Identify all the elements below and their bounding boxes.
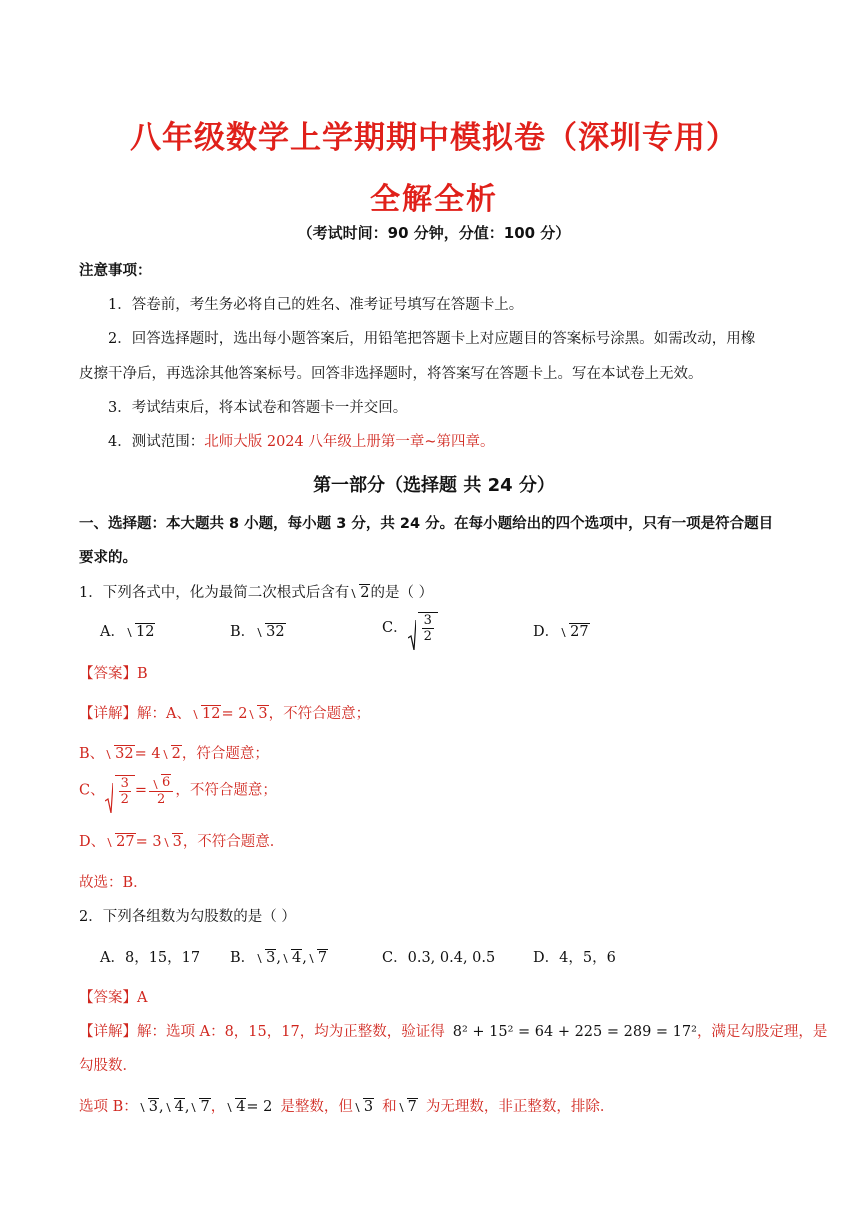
q2-detail-b-eq: = 2 — [246, 1099, 273, 1115]
q1-option-b-radical: 32 — [255, 622, 285, 642]
detail-tag: 【详解】 — [79, 1024, 137, 1040]
q1-detail-d — [79, 832, 284, 852]
q1-option-c-label: C． — [382, 620, 408, 636]
q2-answer-value: A — [137, 990, 148, 1006]
q2-detail-b-radical-2: 4 — [164, 1097, 185, 1117]
q2-detail-b-radical-3: 7 — [189, 1097, 210, 1117]
q1-option-b — [230, 622, 286, 642]
exam-info: （考试时间：90 分钟，分值：100 分） — [297, 224, 571, 242]
q1-detail-a-eq: = 2 — [221, 706, 248, 722]
q1-detail-a-prefix: 解：A、 — [137, 706, 191, 722]
part1-heading: 第一部分（选择题 共 24 分） — [313, 475, 555, 496]
q2-option-b: B． 3, 4, 7 — [230, 950, 328, 966]
detail-tag: 【详解】 — [79, 706, 137, 722]
note-item-1: 1．答卷前，考生务必将自己的姓名、准考证号填写在答题卡上。 — [108, 297, 524, 313]
q2-detail-b: 选项 B： 3, 4, 7， 4= 2 是整数，但 3 和 7 为无理数，非正整数，排除． — [79, 1099, 615, 1115]
q1-detail-d-note: ，不符合题意． — [182, 834, 285, 850]
q2-option-b-radical-2: 4 — [281, 948, 302, 968]
q1-detail-c-note: ，不符合题意； — [175, 782, 277, 799]
q2-option-b-radical-3: 7 — [307, 948, 328, 968]
q1-detail-b-result: 2 — [161, 744, 182, 764]
q1-answer-value: B — [137, 666, 148, 682]
answer-tag: 【答案】 — [79, 990, 137, 1006]
q2-detail-line2: 勾股数． — [79, 1058, 137, 1074]
q1-detail-d-eq: = 3 — [135, 834, 162, 850]
part1-instructions-cont: 要求的。 — [79, 550, 137, 566]
q1-detail-a — [79, 704, 370, 724]
q2-option-c-value: 0.3, 0.4, 0.5 — [407, 950, 496, 966]
q1-detail-c-result: $\frac{6}{2}$ — [149, 774, 173, 807]
q2-option-c-label: C． — [382, 950, 408, 966]
q1-option-d-label: D． — [533, 624, 560, 640]
q1-detail-c — [79, 774, 277, 807]
q2-detail-after: ，满足勾股定理，是 — [696, 1024, 828, 1040]
q1-conclusion: 故选：B． — [79, 875, 148, 891]
q1-stem-end: 的是（ ） — [370, 585, 434, 601]
q1-detail-a-radical: 12 — [191, 704, 221, 724]
note-item-4-prefix: 4．测试范围： — [108, 434, 205, 450]
q2-detail-math: 8² + 15² = 64 + 225 = 289 = 17² — [452, 1024, 697, 1040]
q1-stem — [79, 583, 433, 603]
q2-option-b-label: B． — [230, 950, 256, 966]
q1-stem-text: 1．下列各式中，化为最简二次根式后含有 — [79, 585, 350, 601]
q1-option-c-radical: $\frac{3}{2}$ — [408, 612, 438, 644]
q1-option-d — [533, 622, 590, 642]
test-scope: 北师大版 2024 八年级上册第一章~第四章。 — [204, 434, 495, 450]
q1-detail-b — [79, 744, 269, 764]
q2-option-c — [382, 948, 495, 968]
q2-stem: 2．下列各组数为勾股数的是（ ） — [79, 909, 296, 925]
q2-option-b-radical-1: 3 — [255, 948, 276, 968]
q1-detail-b-radical: 32 — [104, 744, 134, 764]
note-item-3: 3．考试结束后，将本试卷和答题卡一并交回。 — [108, 400, 408, 416]
notes-heading: 注意事项： — [79, 263, 152, 279]
note-item-4 — [108, 432, 495, 452]
q1-option-d-radical: 27 — [559, 622, 589, 642]
q2-detail-b-radical-6: 7 — [397, 1097, 418, 1117]
q2-answer — [79, 988, 147, 1008]
q1-detail-d-prefix: D、 — [79, 834, 106, 850]
q1-detail-b-prefix: B、 — [79, 746, 105, 762]
q1-option-a-label: A． — [100, 624, 125, 640]
q1-answer — [79, 664, 148, 684]
q1-detail-d-result: 3 — [162, 832, 183, 852]
q2-detail-b-prefix: 选项 B： — [79, 1099, 138, 1115]
q1-detail-a-note: ，不符合题意； — [268, 706, 371, 722]
q2-detail-b-mid: 是整数，但 — [280, 1099, 353, 1115]
q1-detail-c-prefix: C、 — [79, 782, 105, 799]
part1-instructions: 一、选择题：本大题共 8 小题，每小题 3 分，共 24 分。在每小题给出的四个选项中，只有一项是符合题目 — [79, 516, 774, 532]
q1-option-c — [382, 612, 438, 644]
q2-detail-text: 解：选项 A：8，15，17，均为正整数，验证得 — [137, 1024, 445, 1040]
note-item-2-cont: 皮擦干净后，再选涂其他答案标号。回答非选择题时，将答案写在答题卡上。写在本试卷上无效。 — [79, 366, 703, 382]
q2-detail-b-and: 和 — [382, 1099, 397, 1115]
document-title: 八年级数学上学期期中模拟卷（深圳专用） — [130, 120, 738, 156]
q1-detail-b-eq: = 4 — [134, 746, 161, 762]
q1-option-b-label: B． — [230, 624, 256, 640]
q2-detail-b-radical-1: 3 — [138, 1097, 159, 1117]
q2-detail-b-radical-4: 4 — [225, 1097, 246, 1117]
q2-option-a: A．8，15，17 — [100, 950, 201, 966]
q1-detail-d-radical: 27 — [105, 832, 135, 852]
q2-option-d: D．4，5，6 — [533, 950, 616, 966]
q1-detail-a-result: 3 — [247, 704, 268, 724]
q1-detail-c-eq: = — [134, 782, 148, 799]
q2-detail-b-radical-5: 3 — [353, 1097, 374, 1117]
q1-option-a-radical: 12 — [125, 622, 155, 642]
q1-detail-b-note: ，符合题意； — [181, 746, 269, 762]
q2-detail-line1 — [79, 1022, 827, 1042]
answer-tag: 【答案】 — [79, 666, 137, 682]
note-item-2: 2．回答选择题时，选出每小题答案后，用铅笔把答题卡上对应题目的答案标号涂黑。如需改动，用橡 — [108, 331, 756, 347]
q1-option-a — [100, 622, 155, 642]
q2-detail-b-tail: 为无理数，非正整数，排除． — [425, 1099, 615, 1115]
q1-stem-radical: 2 — [349, 583, 370, 603]
q1-detail-c-radical: $\frac{3}{2}$ — [105, 775, 135, 807]
document-subtitle: 全解全析 — [370, 182, 498, 217]
